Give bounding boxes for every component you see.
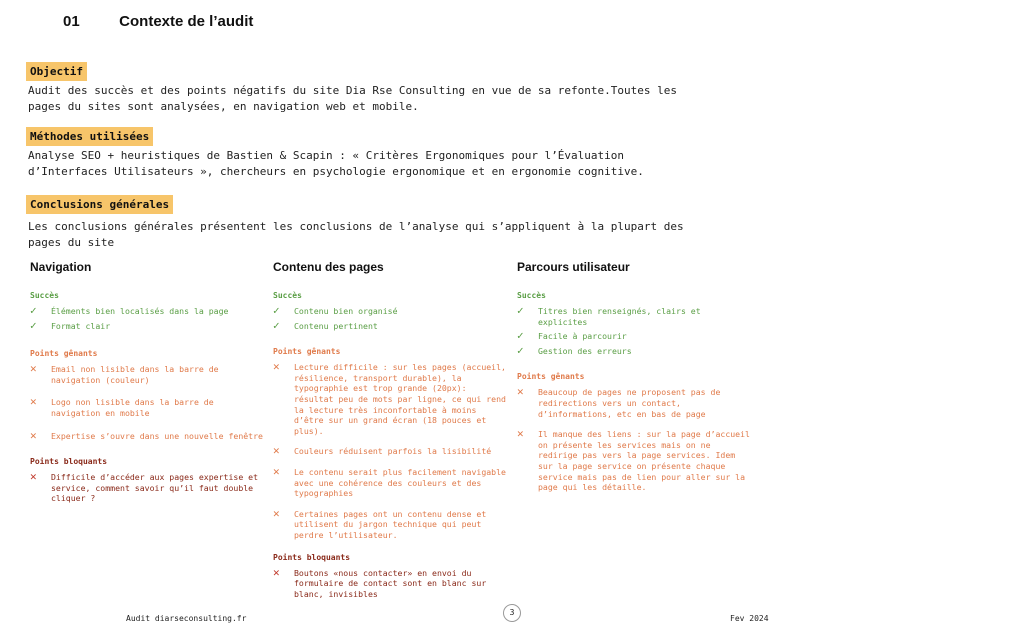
cross-icon: ✕ — [30, 470, 37, 484]
column-title: Contenu des pages — [273, 260, 384, 274]
list-item: ✕ Boutons «nous contacter» en envoi du formulaire de contact sont en blanc sur blanc, invisibles — [273, 565, 487, 599]
succes-heading: Succès — [273, 291, 302, 300]
succes-list — [30, 306, 266, 331]
list-item: ✕ Expertise s’ouvre dans une nouvelle fenêtre — [30, 428, 263, 442]
check-icon: ✓ — [517, 304, 524, 317]
genants-heading: Points gênants — [273, 347, 341, 357]
succes-heading: Succès — [517, 291, 546, 300]
list-item: ✓ Contenu pertinent — [273, 318, 378, 332]
list-item: ✕ Couleurs réduisent parfois la lisibilité — [273, 444, 492, 458]
bloquants-list — [273, 565, 509, 600]
cross-icon: ✕ — [273, 506, 280, 520]
list-item: ✕ Le contenu serait plus facilement navigable avec une cohérence des couleurs et des typographies — [273, 464, 506, 499]
check-icon: ✓ — [273, 304, 280, 317]
column-parcours — [517, 260, 753, 509]
check-icon: ✓ — [273, 318, 280, 332]
list-item: ✓ Éléments bien localisés dans la page — [30, 304, 229, 317]
check-icon: ✓ — [517, 343, 524, 357]
list-item: ✕ Certaines pages ont un contenu dense et utilisent du jargon technique qui peut perdre l’utilisateur. — [273, 506, 487, 540]
methodes-text: Analyse SEO + heuristiques de Bastien & Scapin : « Critères Ergonomiques pour l’Évaluation d’Interfaces Utilisateurs », chercheurs en psychologie ergonomique et en ergonomie cognitive. — [28, 149, 644, 178]
list-item: ✓ Titres bien renseignés, clairs et explicites — [517, 304, 701, 327]
cross-icon: ✕ — [273, 565, 280, 579]
check-icon: ✓ — [517, 329, 524, 343]
list-item: ✕ Difficile d’accéder aux pages expertise et service, comment savoir qu’il faut double cliquer ? — [30, 470, 259, 504]
list-item: ✓ Contenu bien organisé — [273, 304, 398, 317]
cross-icon: ✕ — [273, 444, 280, 458]
check-icon: ✓ — [30, 318, 37, 332]
page-number: 3 — [503, 604, 521, 622]
cross-icon: ✕ — [273, 360, 280, 374]
check-icon: ✓ — [30, 304, 37, 317]
list-item: ✕ Beaucoup de pages ne proposent pas de redirections vers un contact, d’informations, etc en bas de page — [517, 385, 721, 419]
section-number: 01 — [63, 13, 80, 30]
cross-icon: ✕ — [30, 362, 37, 376]
section-title: Contexte de l’audit — [119, 13, 254, 30]
objectif-label: Objectif — [26, 62, 87, 81]
conclusions-label: Conclusions générales — [26, 195, 173, 214]
cross-icon: ✕ — [273, 464, 280, 478]
bloquants-heading: Points bloquants — [30, 457, 108, 467]
genants-list — [30, 364, 266, 441]
succes-heading: Succès — [30, 291, 59, 300]
genants-heading: Points gênants — [30, 349, 98, 359]
genants-list — [273, 362, 509, 540]
list-item: ✕ Lecture difficile : sur les pages (accueil, résilience, transport durable), la typographie est trop grande (20px): résultat peu de mots par ligne, ce qui rend la lecture très inconfortable à moins d’être sur un grand écran (18 pouces et plus). — [273, 360, 506, 436]
succes-list — [273, 306, 509, 331]
cross-icon: ✕ — [517, 385, 524, 399]
cross-icon: ✕ — [517, 427, 524, 441]
list-item: ✓ Gestion des erreurs — [517, 343, 632, 357]
succes-list — [517, 306, 753, 356]
column-title: Parcours utilisateur — [517, 260, 630, 274]
objectif-text: Audit des succès et des points négatifs du site Dia Rse Consulting en vue de sa refonte.Toutes les pages du sites sont analysées, en navigation web et mobile. — [28, 84, 678, 113]
list-item: ✕ Il manque des liens : sur la page d’accueil on présente les services mais on ne redirige pas vers la page services. Idem sur la page service on présente chaque service mais pas de lien pour aller sur la page qui les détaille. — [517, 427, 750, 493]
list-item: ✕ Email non lisible dans la barre de navigation (couleur) — [30, 362, 219, 385]
genants-list — [517, 387, 753, 492]
bloquants-heading: Points bloquants — [273, 552, 351, 562]
list-item: ✓ Facile à parcourir — [517, 329, 627, 343]
genants-heading: Points gênants — [517, 372, 585, 382]
footer-date: Fev 2024 — [730, 614, 769, 623]
column-title: Navigation — [30, 260, 92, 274]
column-navigation — [30, 260, 266, 520]
column-contenu — [273, 260, 509, 615]
bloquants-list — [30, 472, 266, 504]
footer-site: Audit diarseconsulting.fr — [126, 614, 247, 623]
methodes-label: Méthodes utilisées — [26, 127, 153, 146]
list-item: ✕ Logo non lisible dans la barre de navigation en mobile — [30, 395, 214, 418]
cross-icon: ✕ — [30, 395, 37, 409]
conclusions-text: Les conclusions générales présentent les conclusions de l’analyse qui s’appliquent à la plupart des pages du site — [28, 220, 684, 249]
section-header — [63, 13, 253, 30]
list-item: ✓ Format clair — [30, 318, 111, 332]
cross-icon: ✕ — [30, 428, 37, 442]
